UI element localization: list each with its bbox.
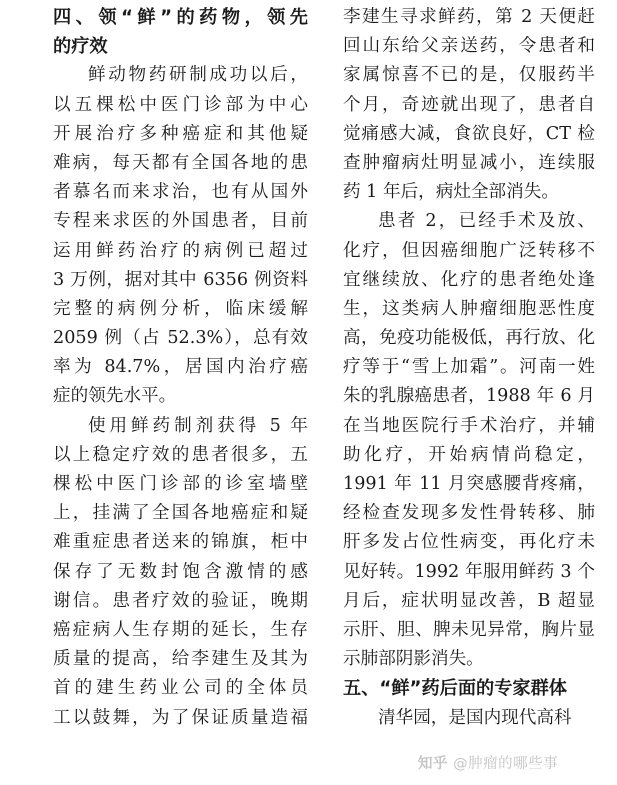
text-line: 觉痛感大减，食欲良好，CT 检: [343, 123, 595, 144]
text-line: 者慕名而来求治，也有从国外: [53, 182, 308, 203]
left-column: [53, 0, 308, 733]
text-line: 肝多发占位性病变，再化疗未: [343, 532, 595, 553]
text-line: 高，免疫功能极低，再行放、化: [343, 328, 595, 349]
paragraph: [343, 704, 595, 733]
text-line: 难重症患者送来的锦旗，柜中: [53, 532, 308, 553]
section-heading-5: [343, 674, 595, 703]
text-line: 1991 年 11 月突感腰背疼痛，: [343, 474, 595, 494]
text-line: 症的领先水平。: [53, 386, 177, 407]
text-line: 率为 84.7%，居国内治疗癌: [53, 357, 308, 378]
text-line: 查肿瘤病灶明显减小，连续服: [343, 152, 595, 173]
text-line: 患者 2，已经手术及放、: [378, 211, 595, 232]
heading-line: 四、领“鲜”的药物，领先: [53, 7, 308, 28]
text-line: 朱的乳腺癌患者，1988 年 6 月: [343, 386, 595, 407]
text-line: 2059 例（占 52.3%），总有效: [53, 328, 308, 349]
text-line: 棵松中医门诊部的诊室墙壁: [53, 474, 308, 494]
watermark: [418, 752, 558, 773]
text-line: 李建生寻求鲜药，第 2 天便赶: [343, 7, 595, 27]
text-line: 药 1 年后，病灶全部消失。: [343, 182, 559, 203]
watermark-logo: 知乎: [418, 756, 448, 772]
text-line: 月后，症状明显改善，B 超显: [343, 590, 595, 611]
text-line: 保存了无数封饱含激情的感: [53, 561, 308, 582]
text-line: 谢信。患者疗效的验证，晚期: [53, 590, 308, 611]
text-line: 清华园，是国内现代高科: [378, 707, 572, 728]
text-line: 首的建生药业公司的全体员: [53, 678, 308, 699]
text-line: 使用鲜药制剂获得 5 年: [88, 415, 308, 436]
text-line: 质量的提高，给李建生及其为: [53, 649, 308, 670]
text-line: 3 万例，据对其中 6356 例资料: [53, 269, 308, 290]
text-line: 运用鲜药治疗的病例已超过: [53, 240, 308, 261]
section-heading-4: [53, 3, 308, 61]
text-line: 专程来求医的外国患者，目前: [53, 211, 308, 232]
text-line: 以上稳定疗效的患者很多，五: [53, 444, 308, 465]
text-line: 经检查发现多发性骨转移、肺: [343, 503, 595, 524]
text-line: 宜继续放、化疗的患者绝处逢: [343, 269, 595, 290]
text-line: 疗等于“雪上加霜”。河南一姓: [343, 357, 595, 378]
paragraph: [343, 207, 595, 674]
paragraph: [343, 3, 595, 207]
text-line: 个月，奇迹就出现了，患者自: [343, 94, 595, 115]
text-line: 完整的病例分析，临床缓解: [53, 298, 308, 319]
text-line: 上，挂满了全国各地癌症和疑: [53, 503, 308, 524]
text-line: 示肝、胆、脾未见异常，胸片显: [343, 619, 595, 640]
heading-line: 五、“鲜”药后面的专家群体: [343, 678, 567, 700]
text-line: 难病，每天都有全国各地的患: [53, 152, 308, 173]
text-line: 示肺部阴影消失。: [343, 649, 484, 670]
text-line: 在当地医院行手术治疗，并辅: [343, 415, 595, 436]
text-line: 工以鼓舞，为了保证质量造福: [53, 707, 308, 728]
text-line: 回山东给父亲送药，令患者和: [343, 36, 595, 57]
right-column: [343, 0, 595, 733]
text-line: 生，这类病人肿瘤细胞恶性度: [343, 298, 595, 319]
text-line: 开展治疗多种癌症和其他疑: [53, 123, 308, 144]
text-line: 以五棵松中医门诊部为中心: [53, 94, 308, 115]
paragraph: [53, 61, 308, 411]
text-line: 助化疗，开始病情尚稳定，: [343, 444, 595, 465]
text-line: 鲜动物药研制成功以后，: [88, 65, 308, 86]
text-line: 家属惊喜不已的是，仅服药半: [343, 65, 595, 86]
paragraph: [53, 412, 308, 733]
text-line: 见好转。1992 年服用鲜药 3 个: [343, 561, 595, 582]
heading-line: 的疗效: [53, 36, 108, 58]
text-line: 癌症病人生存期的延长，生存: [53, 619, 308, 640]
text-line: 化疗，但因癌细胞广泛转移不: [343, 240, 595, 261]
watermark-text: @肿瘤的哪些事: [453, 756, 559, 772]
